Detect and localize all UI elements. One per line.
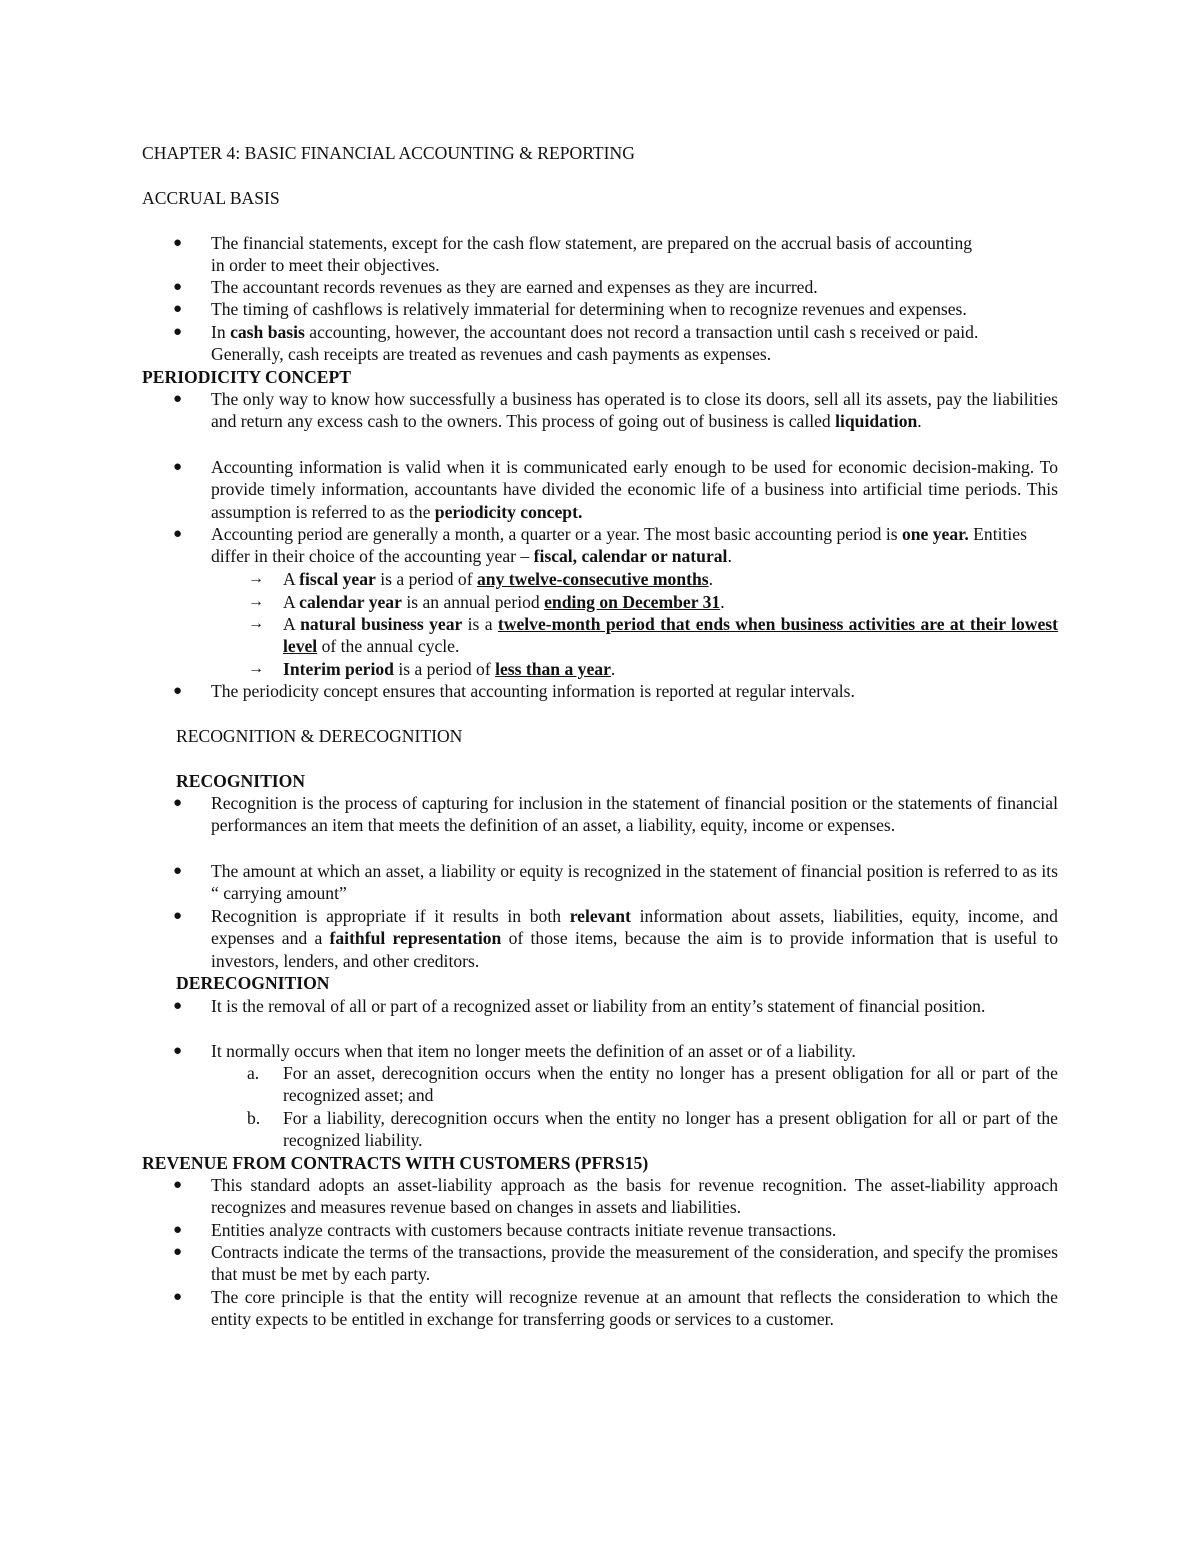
fiscal-year-item: A fiscal year is a period of any twelve-consecutive months. [283, 569, 714, 589]
accrual-bullet-1: The financial statements, except for the cash flow statement, are prepared on the accrual basis of accounting in order to meet their objectives. [211, 233, 973, 276]
revenue-bullet-4: The core principle is that the entity will recognize revenue at an amount that reflects the consideration to which the entity expects to be entitled in exchange for transferring goods or services to a customer. [211, 1287, 1058, 1330]
derecognition-bullet-1: It is the removal of all or part of a recognized asset or liability from an entity’s statement of financial position. [211, 996, 986, 1016]
recognition-derecognition-heading: RECOGNITION & DERECOGNITION [176, 726, 463, 746]
bullet-icon: ● [173, 998, 183, 1014]
periodicity-heading: PERIODICITY CONCEPT [142, 367, 352, 387]
recognition-bullet-2: The amount at which an asset, a liability or equity is recognized in the statement of financial position is referred to as its “ carrying amount” [211, 861, 1058, 904]
accrual-bullet-4: In cash basis accounting, however, the accountant does not record a transaction until cash s received or paid. Generally, cash receipts are treated as revenues and cash payments as expenses. [211, 322, 979, 365]
revenue-heading: REVENUE FROM CONTRACTS WITH CUSTOMERS (PFRS15) [142, 1153, 649, 1173]
periodicity-bullet-4: The periodicity concept ensures that accounting information is reported at regular intervals. [211, 681, 855, 701]
list-marker-a: a. [247, 1063, 260, 1083]
natural-business-year-item: A natural business year is a twelve-month period that ends when business activities are at their lowest level of the annual cycle. [283, 614, 1058, 657]
bullet-icon: ● [173, 301, 183, 317]
bullet-icon: ● [173, 235, 183, 251]
bullet-icon: ● [173, 1222, 183, 1238]
derecognition-heading: DERECOGNITION [176, 973, 330, 993]
periodicity-bullet-1: The only way to know how successfully a business has operated is to close its doors, sell all its assets, pay the liabilities and return any excess cash to the owners. This process of going out of business is called liquidation. [211, 389, 1058, 432]
list-marker-b: b. [247, 1108, 261, 1128]
revenue-bullet-2: Entities analyze contracts with customers because contracts initiate revenue transactions. [211, 1220, 837, 1240]
bullet-icon: ● [173, 795, 183, 811]
bullet-icon: ● [173, 683, 183, 699]
interim-period-item: Interim period is a period of less than a year. [283, 659, 616, 679]
periodicity-bullet-3: Accounting period are generally a month, a quarter or a year. The most basic accounting period is one year. Entities differ in their choice of the accounting year – fiscal, calendar or natural. [211, 524, 1027, 567]
bullet-icon: ● [173, 526, 183, 542]
revenue-bullet-3: Contracts indicate the terms of the transactions, provide the measurement of the consideration, and specify the promises that must be met by each party. [211, 1242, 1058, 1285]
periodicity-bullet-2: Accounting information is valid when it is communicated early enough to be used for economic decision-making. To provide timely information, accountants have divided the economic life of a business into artificial time periods. This assumption is referred to as the periodicity concept. [211, 457, 1058, 522]
arrow-right-icon: → [248, 615, 264, 632]
bullet-icon: ● [173, 324, 183, 340]
derecognition-liability-item: For a liability, derecognition occurs when the entity no longer has a present obligation for all or part of the recognized liability. [283, 1108, 1058, 1151]
derecognition-asset-item: For an asset, derecognition occurs when the entity no longer has a present obligation for all or part of the recognized asset; and [283, 1063, 1058, 1106]
recognition-bullet-3: Recognition is appropriate if it results in both relevant information about assets, liabilities, equity, income, and expenses and a faithful representation of those items, because the aim is to provide information that is useful to investors, lenders, and other creditors. [211, 906, 1058, 971]
bullet-icon: ● [173, 1043, 183, 1059]
arrow-right-icon: → [248, 570, 264, 587]
bullet-icon: ● [173, 1244, 183, 1260]
bullet-icon: ● [173, 908, 183, 924]
bullet-icon: ● [173, 1177, 183, 1193]
arrow-right-icon: → [248, 593, 264, 610]
bullet-icon: ● [173, 1289, 183, 1305]
accrual-bullet-2: The accountant records revenues as they are earned and expenses as they are incurred. [211, 277, 818, 297]
recognition-heading: RECOGNITION [176, 771, 306, 791]
accrual-bullet-3: The timing of cashflows is relatively immaterial for determining when to recognize revenues and expenses. [211, 299, 967, 319]
chapter-title: CHAPTER 4: BASIC FINANCIAL ACCOUNTING & REPORTING [142, 143, 635, 163]
derecognition-bullet-2: It normally occurs when that item no longer meets the definition of an asset or of a liability. [211, 1041, 856, 1061]
accrual-basis-heading: ACCRUAL BASIS [142, 188, 280, 208]
recognition-bullet-1: Recognition is the process of capturing for inclusion in the statement of financial position or the statements of financial performances an item that meets the definition of an asset, a liability, equity, income or expenses. [211, 793, 1058, 836]
arrow-right-icon: → [248, 660, 264, 677]
calendar-year-item: A calendar year is an annual period ending on December 31. [283, 592, 725, 612]
revenue-bullet-1: This standard adopts an asset-liability approach as the basis for revenue recognition. The asset-liability approach recognizes and measures revenue based on changes in assets and liabilities. [211, 1175, 1058, 1218]
bullet-icon: ● [173, 391, 183, 407]
bullet-icon: ● [173, 459, 183, 475]
bullet-icon: ● [173, 279, 183, 295]
bullet-icon: ● [173, 863, 183, 879]
